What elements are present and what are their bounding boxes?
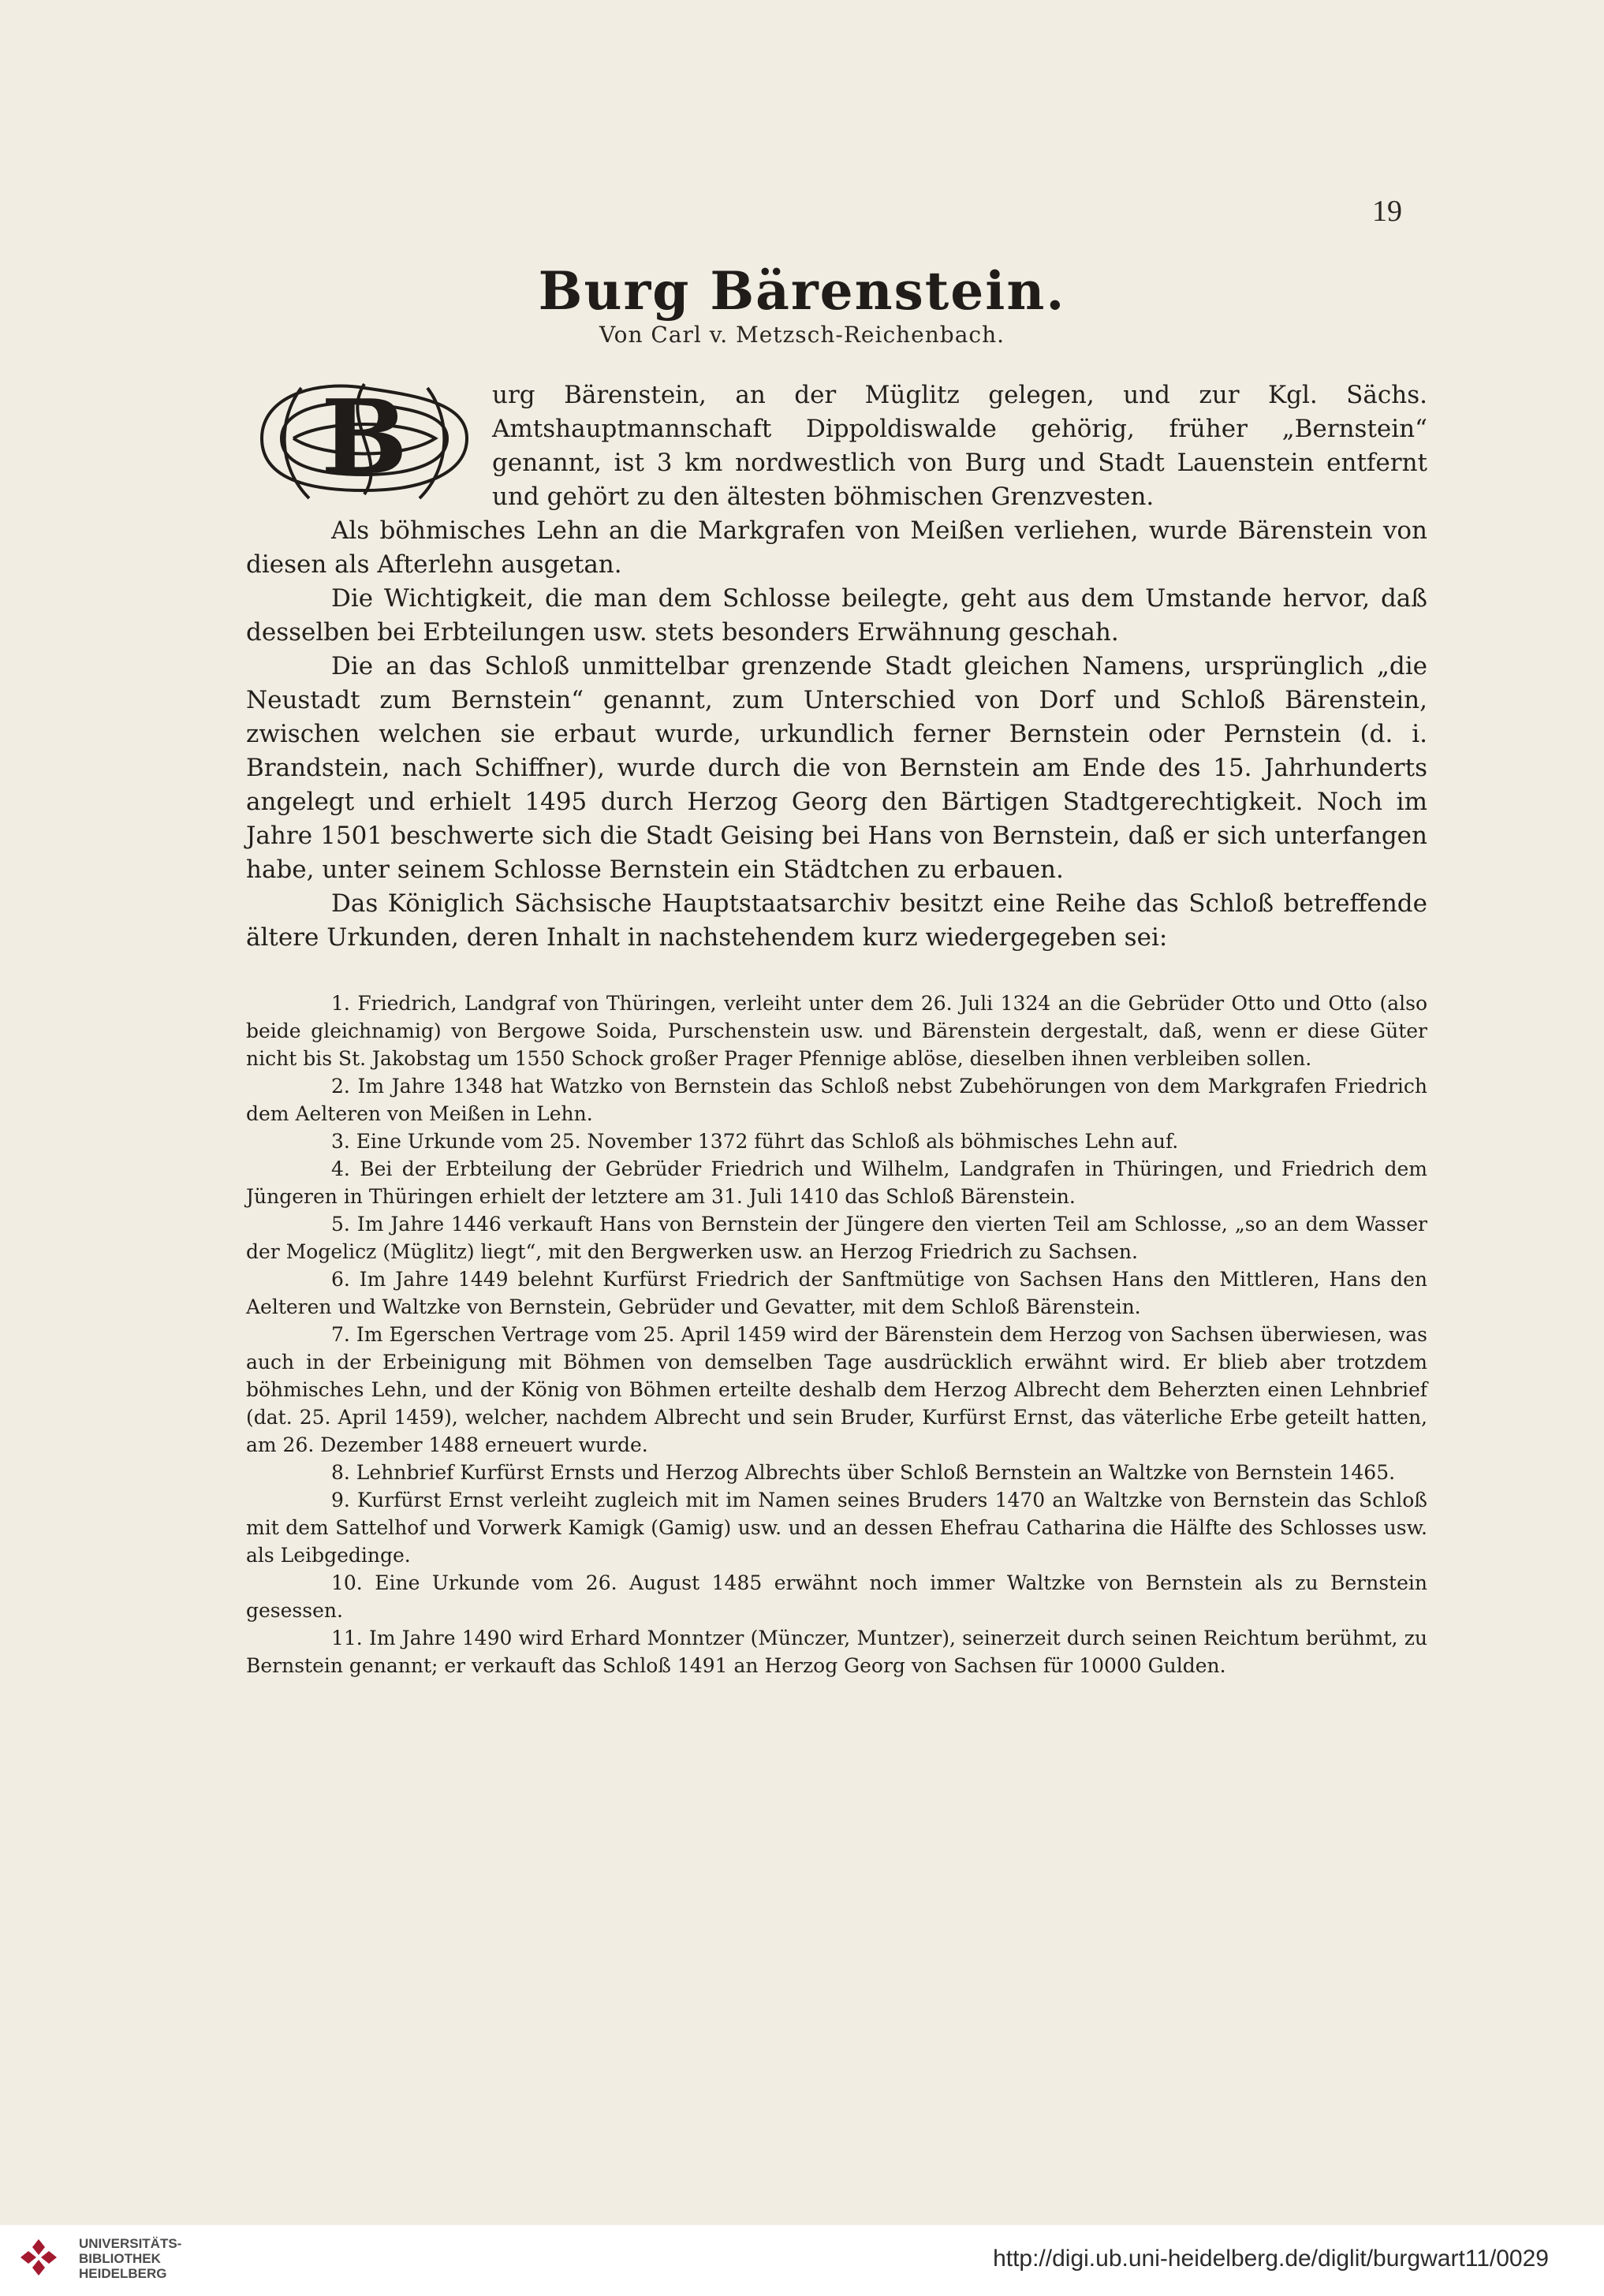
page-number: 19	[1372, 195, 1402, 228]
library-name-line: UNIVERSITÄTS-	[79, 2236, 182, 2251]
article-author: Von Carl v. Metzsch-Reichenbach.	[599, 322, 1005, 348]
document-list	[246, 990, 1427, 1679]
ornamental-initial-b	[246, 372, 483, 506]
list-item: 11. Im Jahre 1490 wird Erhard Monntzer (Münczer, Muntzer), seinerzeit durch seinen Reichtum berühmt, zu Bernstein genannt; er verkauft das Schloß 1491 an Herzog Georg von Sachsen für 10000 Gulden.	[246, 1627, 1427, 1677]
paragraph: Die Wichtigkeit, die man dem Schlosse beilegte, geht aus dem Umstande hervor, daß desselben bei Erbteilungen usw. stets besonders Erwähnung geschah.	[246, 584, 1427, 647]
list-item: 8. Lehnbrief Kurfürst Ernsts und Herzog Albrechts über Schloß Bernstein an Waltzke von Bernstein 1465.	[331, 1461, 1396, 1484]
svg-text:B: B	[321, 377, 408, 498]
library-name	[79, 2236, 181, 2281]
main-text	[246, 378, 1427, 955]
paragraph: Die an das Schloß unmittelbar grenzende Stadt gleichen Namens, ursprünglich „die Neustadt zum Bernstein“ genannt, zum Unterschied von Dorf und Schloß Bärenstein, zwischen welchen sie erbaut wurde, urkundlich ferner Bernstein oder Pernstein (d. i. Brandstein, nach Schiffner), wurde durch die von Bernstein am Ende des 15. Jahrhunderts angelegt und erhielt 1495 durch Herzog Georg den Bärtigen Stadtgerechtigkeit. Noch im Jahre 1501 beschwerte sich die Stadt Geising bei Hans von Bernstein, daß er sich unterfangen habe, unter seinem Schlosse Bernstein ein Städtchen zu erbauen.	[246, 652, 1427, 884]
list-item: 6. Im Jahre 1449 belehnt Kurfürst Friedrich der Sanftmütige von Sachsen Hans den Mittleren, Hans den Aelteren und Waltzke von Bernstein, Gebrüder und Gevatter, mit dem Schloß Bärenstein.	[246, 1268, 1427, 1318]
list-item: 9. Kurfürst Ernst verleiht zugleich mit im Namen seines Bruders 1470 an Waltzke von Bernstein das Schloß mit dem Sattelhof und Vorwerk Kamigk (Gamig) usw. und an dessen Ehefrau Catharina die Hälfte des Schlosses usw. als Leibgedinge.	[246, 1489, 1427, 1567]
article-title: Burg Bärenstein.	[538, 260, 1066, 322]
list-item: 3. Eine Urkunde vom 25. November 1372 führt das Schloß als böhmisches Lehn auf.	[331, 1130, 1179, 1153]
list-item: 2. Im Jahre 1348 hat Watzko von Bernstein das Schloß nebst Zubehörungen von dem Markgrafen Friedrich dem Aelteren von Meißen in Lehn.	[246, 1075, 1427, 1125]
library-name-line: BIBLIOTHEK	[79, 2251, 161, 2266]
list-item: 10. Eine Urkunde vom 26. August 1485 erwähnt noch immer Waltzke von Bernstein als zu Bernstein gesessen.	[246, 1571, 1427, 1622]
paragraph: urg Bärenstein, an der Müglitz gelegen, und zur Kgl. Sächs. Amtshauptmannschaft Dippoldiswalde gehörig, früher „Bernstein“ genannt, ist 3 km nordwestlich von Burg und Stadt Lauenstein entfernt und gehört zu den ältesten böhmischen Grenzvesten.	[492, 381, 1427, 511]
library-logo-icon	[19, 2238, 58, 2277]
list-item: 7. Im Egerschen Vertrage vom 25. April 1459 wird der Bärenstein dem Herzog von Sachsen überwiesen, was auch in der Erbeinigung mit Böhmen von demselben Tage ausdrücklich erwähnt wird. Er blieb aber trotzdem böhmisches Lehn, und der König von Böhmen erteilte deshalb dem Herzog Albrecht dem Beherzten einen Lehnbrief (dat. 25. April 1459), welcher, nachdem Albrecht und sein Bruder, Kurfürst Ernst, das väterliche Erbe geteilt hatten, am 26. Dezember 1488 erneuert wurde.	[246, 1323, 1427, 1456]
library-name-line: HEIDELBERG	[79, 2266, 167, 2281]
paragraph: Als böhmisches Lehn an die Markgrafen von Meißen verliehen, wurde Bärenstein von diesen als Afterlehn ausgetan.	[246, 516, 1427, 579]
list-item: 4. Bei der Erbteilung der Gebrüder Friedrich und Wilhelm, Landgrafen in Thüringen, und Friedrich dem Jüngeren in Thüringen erhielt der letztere am 31. Juli 1410 das Schloß Bärenstein.	[246, 1157, 1427, 1208]
list-item: 1. Friedrich, Landgraf von Thüringen, verleiht unter dem 26. Juli 1324 an die Gebrüder Otto und Otto (also beide gleichnamig) von Bergowe Soida, Purschenstein usw. und Bärenstein dergestalt, daß, wenn er diese Güter nicht bis St. Jakobstag um 1550 Schock großer Prager Pfennige ablöse, dieselben ihnen verbleiben sollen.	[246, 992, 1427, 1070]
source-url-link[interactable]: http://digi.ub.uni-heidelberg.de/diglit/burgwart11/0029	[993, 2246, 1549, 2272]
list-item: 5. Im Jahre 1446 verkauft Hans von Bernstein der Jüngere den vierten Teil am Schlosse, „so an dem Wasser der Mogelicz (Müglitz) liegt“, mit den Bergwerken usw. an Herzog Friedrich zu Sachsen.	[246, 1213, 1427, 1263]
paragraph: Das Königlich Sächsische Hauptstaatsarchiv besitzt eine Reihe das Schloß betreffende ältere Urkunden, deren Inhalt in nachstehendem kurz wiedergegeben sei:	[246, 889, 1427, 952]
